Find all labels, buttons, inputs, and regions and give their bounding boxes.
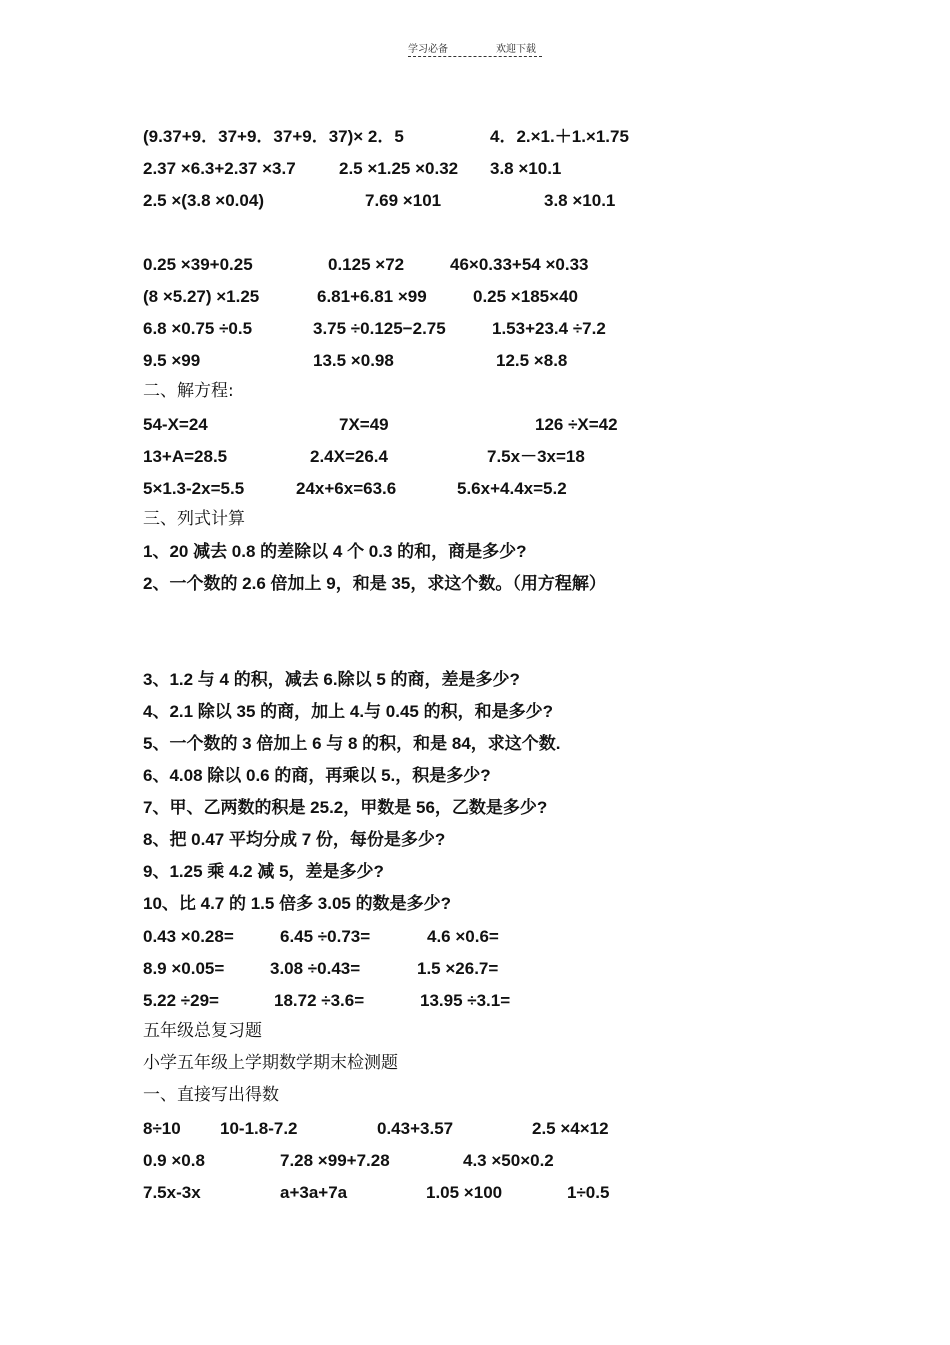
equation: 5.6x+4.4x=5.2 (457, 479, 567, 498)
problem: 0.125 ×72 (328, 255, 405, 274)
calc-row (0, 924, 950, 950)
problem: 4．2.×1.＋1.×1.75 (490, 127, 629, 146)
section-heading: 三、列式计算 (143, 509, 245, 529)
direct-item: 7.5x-3x (143, 1183, 201, 1202)
problem-row (0, 124, 950, 150)
problem: (9.37+9．37+9．37+9．37)× 2．5 (143, 127, 404, 146)
word-problem: 9、1.25 乘 4.2 减 5，差是多少? (143, 862, 384, 881)
word-problem: 7、甲、乙两数的积是 25.2，甲数是 56，乙数是多少? (143, 798, 548, 817)
equation: 24x+6x=63.6 (296, 479, 397, 498)
word-problem: 2、一个数的 2.6 倍加上 9，和是 35，求这个数。（用方程解） (143, 574, 606, 593)
review-title: 五年级总复习题 (143, 1021, 262, 1041)
exam-title: 小学五年级上学期数学期末检测题 (143, 1053, 398, 1073)
calc-row (0, 956, 950, 982)
equation: 54-X=24 (143, 415, 208, 434)
problem: 46×0.33+54 ×0.33 (450, 255, 589, 274)
direct-row (0, 1148, 950, 1174)
equation: 2.4X=26.4 (310, 447, 388, 466)
calc-item: 1.5 ×26.7= (417, 959, 499, 978)
problem: 2.37 ×6.3+2.37 ×3.7 (143, 159, 296, 178)
calc-row (0, 988, 950, 1014)
problem: 13.5 ×0.98 (313, 351, 394, 370)
direct-row (0, 1180, 950, 1206)
word-problem: 3、1.2 与 4 的积，减去 6.除以 5 的商，差是多少? (143, 670, 520, 689)
equation: 126 ÷X=42 (535, 415, 618, 434)
problem: 1.53+23.4 ÷7.2 (492, 319, 606, 338)
calc-item: 4.6 ×0.6= (427, 927, 499, 946)
direct-item: 0.9 ×0.8 (143, 1151, 205, 1170)
problem: 12.5 ×8.8 (496, 351, 568, 370)
direct-item: 1.05 ×100 (426, 1183, 503, 1202)
problem-row (0, 156, 950, 182)
word-problem: 8、把 0.47 平均分成 7 份，每份是多少? (143, 830, 446, 849)
problem: 6.8 ×0.75 ÷0.5 (143, 319, 253, 338)
calc-item: 13.95 ÷3.1= (420, 991, 511, 1010)
direct-item: 0.43+3.57 (377, 1119, 454, 1138)
problem-row (0, 252, 950, 278)
header-right-text: 欢迎下载 (496, 44, 536, 55)
page-header (408, 38, 542, 57)
problem: 3.75 ÷0.125−2.75 (313, 319, 446, 338)
direct-item: 8÷10 (143, 1119, 181, 1138)
calc-item: 0.43 ×0.28= (143, 927, 234, 946)
problem-row (0, 188, 950, 214)
section-heading: 二、解方程: (143, 381, 234, 401)
calc-item: 5.22 ÷29= (143, 991, 219, 1010)
direct-item: 10-1.8-7.2 (220, 1119, 298, 1138)
word-problem: 1、20 减去 0.8 的差除以 4 个 0.3 的和，商是多少? (143, 542, 527, 561)
direct-row (0, 1116, 950, 1142)
word-problem: 10、比 4.7 的 1.5 倍多 3.05 的数是多少? (143, 894, 451, 913)
direct-item: 1÷0.5 (567, 1183, 610, 1202)
equation-row (0, 444, 950, 470)
problem: 2.5 ×(3.8 ×0.04) (143, 191, 264, 210)
problem-row (0, 348, 950, 374)
direct-item: 4.3 ×50×0.2 (463, 1151, 554, 1170)
problem: 3.8 ×10.1 (490, 159, 562, 178)
problem: 0.25 ×39+0.25 (143, 255, 253, 274)
problem-row (0, 284, 950, 310)
direct-item: 2.5 ×4×12 (532, 1119, 609, 1138)
equation-row (0, 412, 950, 438)
calc-item: 18.72 ÷3.6= (274, 991, 365, 1010)
direct-item: a+3a+7a (280, 1183, 348, 1202)
problem: (8 ×5.27) ×1.25 (143, 287, 260, 306)
problem-row (0, 316, 950, 342)
problem: 2.5 ×1.25 ×0.32 (339, 159, 459, 178)
equation-row (0, 476, 950, 502)
problem: 3.8 ×10.1 (544, 191, 616, 210)
equation: 7.5x－3x=18 (487, 447, 585, 466)
problem: 7.69 ×101 (365, 191, 442, 210)
word-problem: 4、2.1 除以 35 的商，加上 4.与 0.45 的积，和是多少? (143, 702, 553, 721)
word-problem: 5、一个数的 3 倍加上 6 与 8 的积，和是 84，求这个数. (143, 734, 561, 753)
problem: 0.25 ×185×40 (473, 287, 578, 306)
equation: 13+A=28.5 (143, 447, 228, 466)
section-heading: 一、直接写出得数 (143, 1085, 279, 1105)
calc-item: 6.45 ÷0.73= (280, 927, 371, 946)
problem: 6.81+6.81 ×99 (317, 287, 427, 306)
equation: 7X=49 (339, 415, 389, 434)
header-left-text: 学习必备 (408, 44, 448, 55)
word-problem: 6、4.08 除以 0.6 的商，再乘以 5.，积是多少? (143, 766, 491, 785)
direct-item: 7.28 ×99+7.28 (280, 1151, 390, 1170)
equation: 5×1.3-2x=5.5 (143, 479, 245, 498)
calc-item: 8.9 ×0.05= (143, 959, 225, 978)
calc-item: 3.08 ÷0.43= (270, 959, 361, 978)
problem: 9.5 ×99 (143, 351, 201, 370)
